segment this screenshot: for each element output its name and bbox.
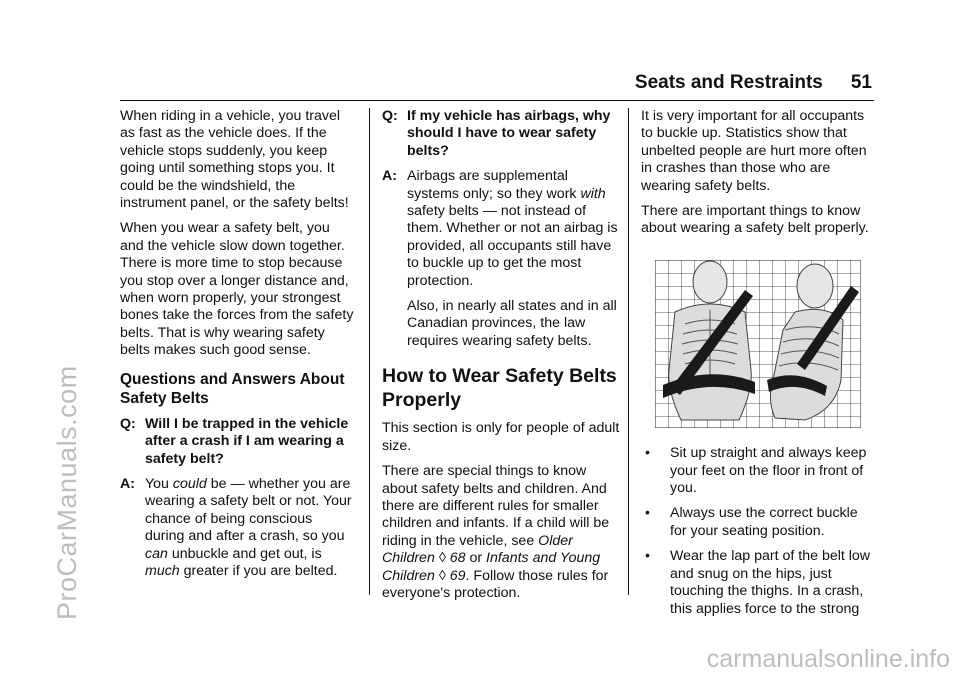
paragraph: There are important things to know about wearing a safety belt properly. (641, 203, 869, 237)
answer-text: You could be — whether you are wearing a safety belt or not. Your chance of being conscious during and after a crash, so you can unbuckle and get out, is much greater if you are belted. (145, 475, 352, 579)
link-infants-young-children[interactable]: Infants and Young Children (382, 550, 601, 584)
list-item (641, 548, 877, 618)
paragraph: When riding in a vehicle, you travel as fast as the vehicle does. If the vehicle stops suddenly, you keep going until something stops you. It could be the windshield, the instrument panel, or the safety belts! (120, 108, 349, 212)
bullet-marker: • (645, 445, 650, 462)
question-text: Will I be trapped in the vehicle after a crash if I am wearing a safety belt? (145, 415, 349, 467)
question-text: If my vehicle has airbags, why should I have to wear safety belts? (407, 108, 611, 159)
column-2 (382, 108, 620, 610)
link-older-children[interactable]: Older Children (382, 532, 573, 567)
answer-label: A: (382, 168, 397, 185)
paragraph: There are special things to know about safety belts and children. And there are different rules for smaller children and infants. If a child will be riding in the vehicle, see Older Children ◊ 68 or Infants and Young Children ◊ 69. Follow those rules for everyone's protection. (382, 463, 610, 601)
page-number: 51 (850, 72, 872, 93)
header-rule (120, 100, 874, 101)
column-divider (369, 108, 370, 595)
bottom-watermark: carmanualsonline.info (706, 645, 950, 673)
paragraph: When you wear a safety belt, you and the vehicle slow down together. There is more time to stop because you stop over a longer distance and, when worn properly, your strongest bones take the forces from the safety belts. That is why wearing safety belts makes such good sense. (120, 220, 354, 359)
section-title: Seats and Restraints (634, 72, 823, 93)
question-label: Q: (120, 415, 136, 432)
page-header (635, 72, 872, 94)
side-watermark: ProCarManuals.com (52, 365, 82, 620)
column-3 (641, 108, 877, 626)
section-heading: Questions and Answers About Safety Belts (120, 370, 345, 407)
answer (382, 168, 620, 350)
column-divider (628, 108, 629, 595)
section-heading: How to Wear Safety Belts Properly (382, 365, 617, 412)
bullet-marker: • (645, 548, 650, 565)
paragraph: This section is only for people of adult size. (382, 420, 620, 454)
answer-text-continued: Also, in nearly all states and in all Canadian provinces, the law requires wearing safety belts. (407, 298, 617, 349)
answer-label: A: (120, 475, 135, 492)
safety-belt-illustration (655, 260, 861, 428)
question (120, 416, 355, 468)
list-item (641, 445, 877, 497)
list-item (641, 505, 877, 540)
paragraph: It is very important for all occupants to buckle up. Statistics show that unbelted people are hurt more often in crashes than those who are wearing safety belts. (641, 108, 867, 194)
list-item-text: Always use the correct buckle for your seating position. (670, 505, 858, 539)
list-item-text: Wear the lap part of the belt low and snug on the hips, just touching the thighs. In a crash, this applies force to the strong (670, 548, 871, 617)
bullet-marker: • (645, 505, 650, 522)
answer-text: Airbags are supplemental systems only; so they work with safety belts — not instead of them. Whether or not an airbag is provided, all occupants still have to buckle up to get the most protection. Also, in nearly all states and in all Canadian provinces, the law requires wearing safety belts. (407, 168, 620, 350)
list-item-text: Sit up straight and always keep your feet on the floor in front of you. (670, 445, 867, 497)
question (382, 108, 620, 160)
column-1 (120, 108, 355, 588)
answer (120, 476, 355, 580)
question-label: Q: (382, 108, 398, 124)
